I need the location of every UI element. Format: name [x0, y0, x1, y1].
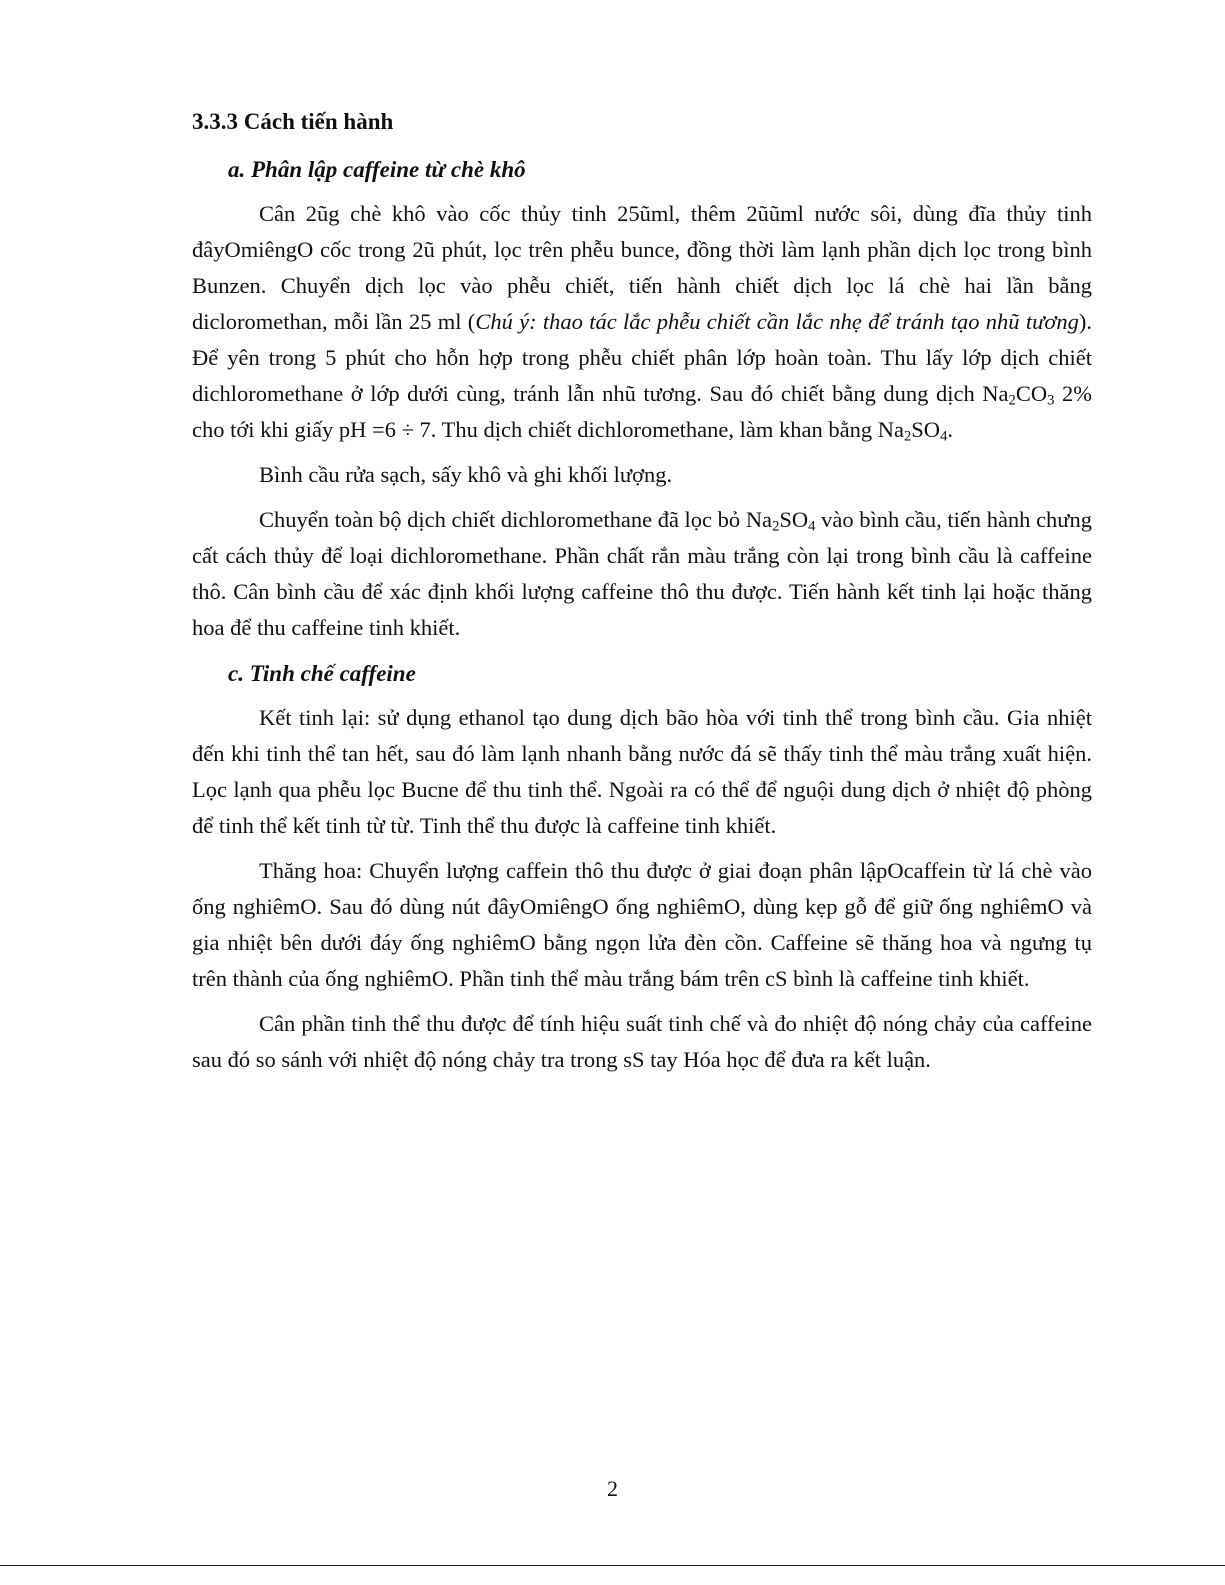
text-run: Chuyển toàn bộ dịch chiết dichloromethane đã lọc bỏ Na [259, 507, 773, 532]
text-run: 2% cho tới khi giấy pH =6 ÷ 7. Thu dịch chiết dichloromethane, làm khan bằng Na [192, 381, 1092, 442]
subscript: 4 [940, 428, 948, 445]
paragraph-recrystallization: Kết tinh lại: sử dụng ethanol tạo dung dịch bão hòa với tinh thể trong bình cầu. Gia nhiệt đến khi tinh thể tan hết, sau đó làm lạnh nhanh bằng nước đá sẽ thấy tinh thể màu trắng xuất hiện. Lọc lạnh qua phễu lọc Bucne để thu tinh thể. Ngoài ra có thể để nguội dung dịch ở nhiệt độ phòng để tinh thể kết tinh từ từ. Tinh thể thu được là caffeine tinh khiết. [192, 705, 1092, 838]
page-content [192, 104, 1092, 1087]
paragraph-distillation [192, 502, 1092, 646]
subscript: 3 [1047, 392, 1055, 409]
subscript: 4 [808, 518, 816, 535]
text-run: SO [911, 417, 941, 442]
italic-note: Chú ý: thao tác lắc phễu chiết cần lắc nhẹ để tránh tạo nhũ tương [475, 309, 1079, 334]
subsection-a-title: a. Phân lập caffeine từ chè khô [228, 157, 526, 182]
text-run: Cân 2ũg chè khô vào cốc thủy tinh 25ũml, thêm 2ũũml nước sôi, dùng đĩa thủy tinh đâyOmiêngO cốc trong 2ũ phút, lọc trên phễu bunce, đồng thời làm lạnh phần dịch lọc trong bình Bunzen. Chuyển dịch lọc vào phễu chiết, tiến hành chiết dịch lọc lá chè hai lần bằng dicloromethan, mỗi lần 25 ml ( [192, 201, 1092, 334]
page-number: 2 [607, 1476, 618, 1501]
subscript: 2 [903, 428, 912, 445]
footer-rule [0, 1565, 1225, 1566]
text-run: ). Để yên trong 5 phút cho hỗn hợp trong phễu chiết phân lớp hoàn toàn. Thu lấy lớp dịch chiết dichloromethane ở lớp dưới cùng, tránh lẫn nhũ tương. Sau đó chiết bằng dung dịch Na [192, 309, 1092, 406]
text-run: CO [1015, 381, 1048, 406]
section-title: 3.3.3 Cách tiến hành [192, 109, 394, 134]
subsection-c-title: c. Tinh chế caffeine [228, 661, 416, 686]
paragraph-isolation-procedure [192, 196, 1092, 448]
text-run: vào bình cầu, tiến hành chưng cất cách thủy để loại dichloromethane. Phần chất rắn màu trắng còn lại trong bình cầu là caffeine thô. Cân bình cầu để xác định khối lượng caffeine thô thu được. Tiến hành kết tinh lại hoặc thăng hoa để thu caffeine tinh khiết. [192, 507, 1092, 640]
subscript: 2 [772, 518, 780, 535]
paragraph-sublimation: Thăng hoa: Chuyển lượng caffein thô thu được ở giai đoạn phân lậpOcaffein từ lá chè vào ống nghiêmO. Sau đó dùng nút đâyOmiêngO ống nghiêmO, dùng kẹp gỗ để giữ ống nghiêmO và gia nhiệt bên dưới đáy ống nghiêmO bằng ngọn lửa đèn cồn. Caffeine sẽ thăng hoa và ngưng tụ trên thành của ống nghiêmO. Phần tinh thể màu trắng bám trên cS bình là caffeine tinh khiết. [192, 858, 1092, 991]
subscript: 2 [1008, 392, 1016, 409]
text-run: . [947, 417, 953, 442]
paragraph-flask-prep: Bình cầu rửa sạch, sấy khô và ghi khối lượng. [259, 462, 673, 487]
paragraph-conclusion: Cân phần tinh thể thu được để tính hiệu suất tinh chế và đo nhiệt độ nóng chảy của caffeine sau đó so sánh với nhiệt độ nóng chảy tra trong sS tay Hóa học để đưa ra kết luận. [192, 1011, 1092, 1072]
text-run: SO [779, 507, 809, 532]
